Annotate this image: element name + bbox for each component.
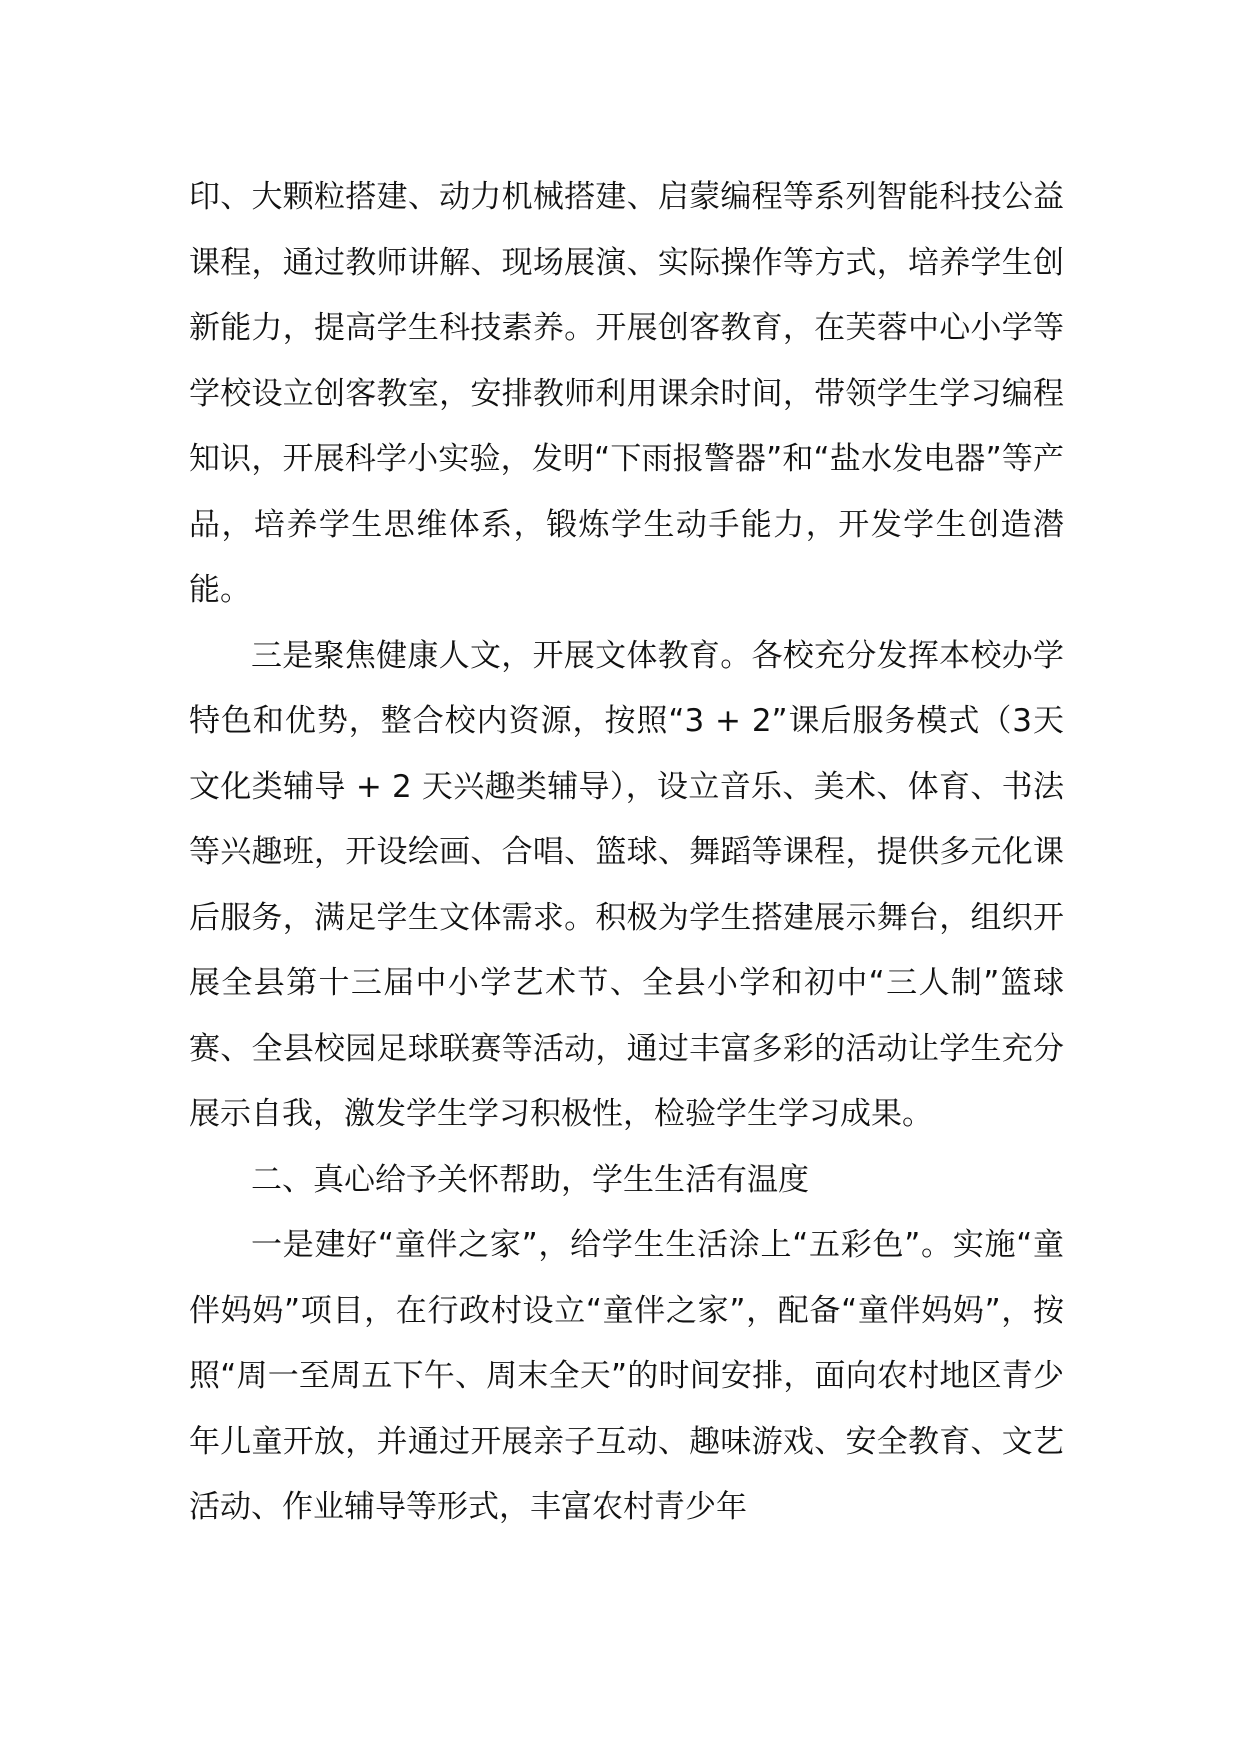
paragraph-children-home: 一是建好“童伴之家”，给学生生活涂上“五彩色”。实施“童伴妈妈”项目，在行政村设立“童伴之家”，配备“童伴妈妈”，按照“周一至周五下午、周末全天”的时间安排，面向农村地区青少年儿童开放，并通过开展亲子互动、趣味游戏、安全教育、文艺活动、作业辅导等形式，丰富农村青少年 — [189, 1227, 1064, 1525]
section-heading-care: 二、真心给予关怀帮助，学生生活有温度 — [251, 1161, 809, 1198]
paragraph-tech-courses: 印、大颗粒搭建、动力机械搭建、启蒙编程等系列智能科技公益课程，通过教师讲解、现场展演、实际操作等方式，培养学生创新能力，提高学生科技素养。开展创客教育，在芙蓉中心小学等学校设立创客教室，安排教师利用课余时间，带领学生学习编程知识，开展科学小实验，发明“下雨报警器”和“盐水发电器”等产品，培养学生思维体系，锻炼学生动手能力，开发学生创造潜能。 — [189, 179, 1064, 608]
paragraph-arts-sports: 三是聚焦健康人文，开展文体教育。各校充分发挥本校办学特色和优势，整合校内资源，按照“3 + 2”课后服务模式（3天文化类辅导 + 2 天兴趣类辅导），设立音乐、美术、体育、书法等兴趣班，开设绘画、合唱、篮球、舞蹈等课程，提供多元化课后服务，满足学生文体需求。积极为学生搭建展示舞台，组织开展全县第十三届中小学艺术节、全县小学和初中“三人制”篮球赛、全县校园足球联赛等活动，通过丰富多彩的活动让学生充分展示自我，激发学生学习积极性，检验学生学习成果。 — [189, 637, 1064, 1132]
document-page — [189, 165, 1064, 1541]
